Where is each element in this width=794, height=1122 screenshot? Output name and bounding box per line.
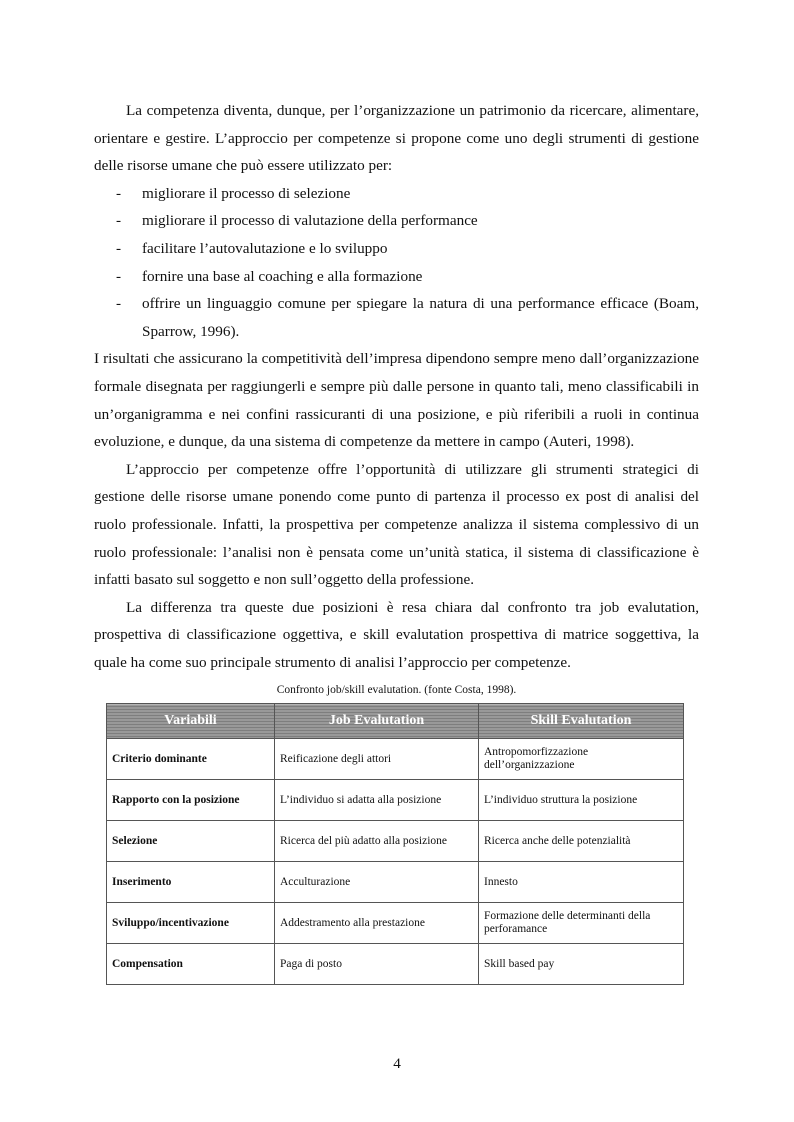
dash-bullet-icon: - (116, 295, 122, 313)
skill-cell: Antropomorfizzazione dell’organizzazione (479, 739, 684, 780)
list-item: - fornire una base al coaching e alla formazione (94, 263, 699, 291)
paragraph-results: I risultati che assicurano la competitività dell’impresa dipendono sempre meno dall’organizzazione formale disegnata per raggiungerli e sempre più dalle persone in quanto tali, meno classificabili in un’organigramma e nei confini rassicuranti di una posizione, e più riferibili a ruoli in continua evoluzione, e dunque, da una sistema di competenze da mettere in campo (Auteri, 1998). (94, 350, 699, 451)
job-cell: Acculturazione (275, 862, 479, 903)
row-variable: Compensation (107, 944, 275, 985)
table-row (107, 944, 684, 985)
paragraph-difference: La differenza tra queste due posizioni è resa chiara dal confronto tra job evalutation, prospettiva di classificazione oggettiva, e skill evalutation prospettiva di matrice soggettiva, la quale ha come suo principale strumento di analisi l’approccio per competenze. (94, 598, 699, 671)
row-variable: Rapporto con la posizione (107, 780, 275, 821)
paragraph-approach: L’approccio per competenze offre l’opportunità di utilizzare gli strumenti strategici di gestione delle risorse umane ponendo come punto di partenza il processo ex post di analisi del ruolo professionale. Infatti, la prospettiva per competenze analizza il sistema complessivo di un ruolo professionale: l’analisi non è pensata come un’unità statica, il sistema di classificazione è infatti basato sul soggetto e non sull’oggetto della professione. (94, 460, 699, 589)
table-header-row (107, 704, 684, 739)
header-skill-evalutation: Skill Evalutation (479, 704, 684, 739)
dash-bullet-icon: - (116, 267, 122, 285)
skill-cell: Ricerca anche delle potenzialità (479, 821, 684, 862)
skill-cell: Skill based pay (479, 944, 684, 985)
table-row (107, 862, 684, 903)
job-cell: Reificazione degli attori (275, 739, 479, 780)
job-cell: Paga di posto (275, 944, 479, 985)
job-cell: Ricerca del più adatto alla posizione (275, 821, 479, 862)
skill-cell: Formazione delle determinanti della perforamance (479, 903, 684, 944)
row-variable: Selezione (107, 821, 275, 862)
row-variable: Inserimento (107, 862, 275, 903)
list-item: - offrire un linguaggio comune per spiegare la natura di una performance efficace (Boam, Sparrow, 1996). (94, 290, 699, 345)
dash-bullet-icon: - (116, 212, 122, 230)
row-variable: Criterio dominante (107, 739, 275, 780)
list-item: - facilitare l’autovalutazione e lo sviluppo (94, 235, 699, 263)
table-row (107, 821, 684, 862)
skill-cell: Innesto (479, 862, 684, 903)
page-body (94, 97, 699, 985)
list-item: - migliorare il processo di selezione (94, 180, 699, 208)
table-caption: Confronto job/skill evalutation. (fonte Costa, 1998). (276, 684, 517, 697)
page-number: 4 (393, 1055, 401, 1072)
list-item: - migliorare il processo di valutazione della performance (94, 207, 699, 235)
job-cell: L’individuo si adatta alla posizione (275, 780, 479, 821)
header-job-evalutation: Job Evalutation (275, 704, 479, 739)
dash-bullet-icon: - (116, 239, 122, 257)
bullet-list (94, 180, 699, 346)
dash-bullet-icon: - (116, 184, 122, 202)
row-variable: Sviluppo/incentivazione (107, 903, 275, 944)
table-row (107, 903, 684, 944)
table-row (107, 780, 684, 821)
skill-cell: L’individuo struttura la posizione (479, 780, 684, 821)
header-variabili: Variabili (107, 704, 275, 739)
comparison-table (106, 703, 684, 985)
table-row (107, 739, 684, 780)
paragraph-intro: La competenza diventa, dunque, per l’organizzazione un patrimonio da ricercare, alimentare, orientare e gestire. L’approccio per competenze si propone come uno degli strumenti di gestione delle risorse umane che può essere utilizzato per: (94, 102, 699, 175)
job-cell: Addestramento alla prestazione (275, 903, 479, 944)
